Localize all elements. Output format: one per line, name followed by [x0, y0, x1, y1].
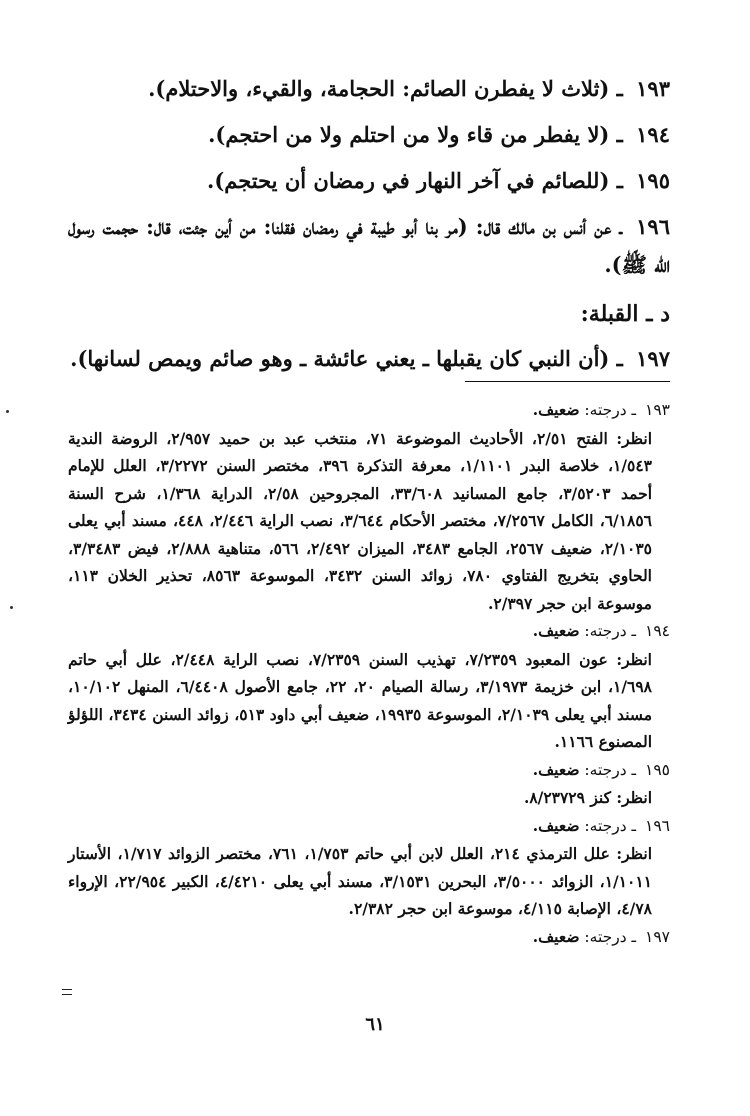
- footnote-number: ١٩٧: [645, 927, 670, 946]
- footnote-label: ـ درجته:: [584, 816, 637, 835]
- hadith-text: ـ (أن النبي كان يقبلها ـ يعني عائشة ـ وهو صائم ويمص لسانها).: [70, 346, 623, 371]
- footnote-look: انظر:: [616, 788, 652, 807]
- main-text: [68, 70, 670, 386]
- hadith-text: ـ عن أنس بن مالك قال: (مر بنا أبو طيبة في رمضان فقلنا: من أين جئت، قال: حجمت رسول الله ﷺ).: [68, 214, 670, 277]
- hadith-196: [68, 208, 670, 284]
- footnote-refs: [68, 425, 670, 618]
- footnote-grade: ضعيف.: [532, 926, 580, 946]
- footnote-number: ١٩٥: [645, 760, 670, 779]
- hadith-193: [68, 70, 670, 108]
- footnote-grade: ضعيف.: [532, 621, 580, 640]
- footnote-header: [68, 923, 670, 952]
- footnote-grade: ضعيف.: [532, 400, 580, 419]
- hadith-197: [68, 340, 670, 378]
- footnote-header: [68, 396, 670, 425]
- footnote-look: انظر:: [616, 844, 652, 863]
- footnote-label: ـ درجته:: [584, 622, 637, 640]
- footnote-grade: ضعيف.: [532, 759, 580, 779]
- footnote-refs-text: علل الترمذي ٢١٤، العلل لابن أبي حاتم ١/٧٥٣، ٧٦١، مختصر الزوائد ١/٧١٧، الأستار ١/١٠١١، الزوائد ٣/٥٠٠٠، البحرين ٣/١٥٣١، مسند أبي يعلى ٤/٤٢١٠، الكبير ٢٢/٩٥٤، الإرواء ٤/٧٨، الإصابة ٤/١١٥، موسوعة ابن حجر ٢/٣٨٢.: [68, 844, 652, 918]
- footnote-refs-text: عون المعبود ٧/٢٣٥٩، تهذيب السنن ٧/٢٣٥٩، نصب الراية ٢/٤٤٨، علل أبي حاتم ١/٦٩٨، ابن خزيمة ٣/١٩٧٣، رسالة الصيام ٢٠، ٢٢، جامع الأصول ٦/٤٤٠٨، المنهل ١٠/١٠٢، مسند أبي يعلى ٢/١٠٣٩، الموسوعة ١٩٩٣٥، ضعيف أبي داود ٥١٣، زوائد السنن ٣٤٣٤، اللؤلؤ المصنوع ١١٦٦.: [68, 649, 653, 751]
- scan-speck: [10, 606, 13, 609]
- footnote-refs-text: الفتح ٢/٥١، الأحاديث الموضوعة ٧١، منتخب عبد بن حميد ٢/٩٥٧، الروضة الندية ١/٥٤٣، خلاصة البدر ١/١١٠١، معرفة التذكرة ٣٩٦، مختصر السنن ٣/٢٢٧٢، العلل للإمام أحمد ٣/٥٢٠٣، جامع المسانيد ٣٣/٦٠٨، المجروحين ٢/٥٨، الدراية ١/٣٦٨، شرح السنة ٦/١٨٥٦، الكامل ٧/٢٥٦٧، مختصر الأحكام ٣/٦٤٤، نصب الراية ٢/٤٤٦، ٤٤٨، مسند أبي يعلى ٢/١٠٣٥، ضعيف ٢٥٦٧، الجامع ٣٤٨٣، الميزان ٢/٤٩٢، ٥٦٦، متناهية ٢/٨٨٨، فيض ٣/٣٤٨٣، الحاوي بتخريج الفتاوي ٧٨٠، زوائد السنن ٣٤٣٢، الموسوعة ٨٥٦٣، تحذير الخلان ١١٣، موسوعة ابن حجر ٢/٣٩٧.: [68, 428, 653, 613]
- footnote-label: ـ درجته:: [584, 927, 637, 946]
- hadith-text: ـ (ثلاث لا يفطرن الصائم: الحجامة، والقيء، والاحتلام).: [148, 76, 623, 101]
- hadith-number: ١٩٦: [636, 214, 670, 239]
- hadith-number: ١٩٤: [636, 122, 670, 147]
- hadith-text: ـ (للصائم في آخر النهار في رمضان أن يحتجم).: [207, 168, 623, 193]
- footnote-header: [68, 756, 670, 785]
- footnote-refs-text: كنز ٨/٢٣٧٢٩.: [523, 788, 611, 807]
- page-number: ٦١: [365, 1014, 385, 1035]
- scan-speck: [6, 410, 9, 413]
- footnote-number: ١٩٣: [645, 401, 670, 419]
- footnote-label: ـ درجته:: [584, 401, 637, 419]
- hadith-number: ١٩٣: [636, 76, 670, 101]
- footnote-look: انظر:: [616, 428, 652, 448]
- hadith-194: [68, 116, 670, 154]
- footnote-label: ـ درجته:: [584, 760, 637, 779]
- hadith-number: ١٩٧: [636, 346, 670, 371]
- footnotes: [68, 396, 670, 951]
- hadith-195: [68, 162, 670, 200]
- hadith-text: ـ (لا يفطر من قاء ولا من احتلم ولا من احتجم).: [208, 122, 623, 147]
- footnote-refs: [68, 646, 670, 756]
- footnote-number: ١٩٦: [645, 816, 670, 835]
- footnote-header: [68, 617, 670, 646]
- footnote-number: ١٩٤: [645, 622, 670, 640]
- section-heading: د ـ القبلة:: [580, 301, 670, 327]
- footnote-grade: ضعيف.: [532, 815, 580, 835]
- margin-mark: [62, 989, 72, 995]
- footnote-refs: [68, 840, 670, 923]
- footnote-look: انظر:: [616, 649, 652, 669]
- hadith-number: ١٩٥: [636, 168, 670, 193]
- footnote-header: [68, 812, 670, 841]
- footnote-refs: [68, 784, 670, 812]
- footnote-divider: [465, 381, 670, 382]
